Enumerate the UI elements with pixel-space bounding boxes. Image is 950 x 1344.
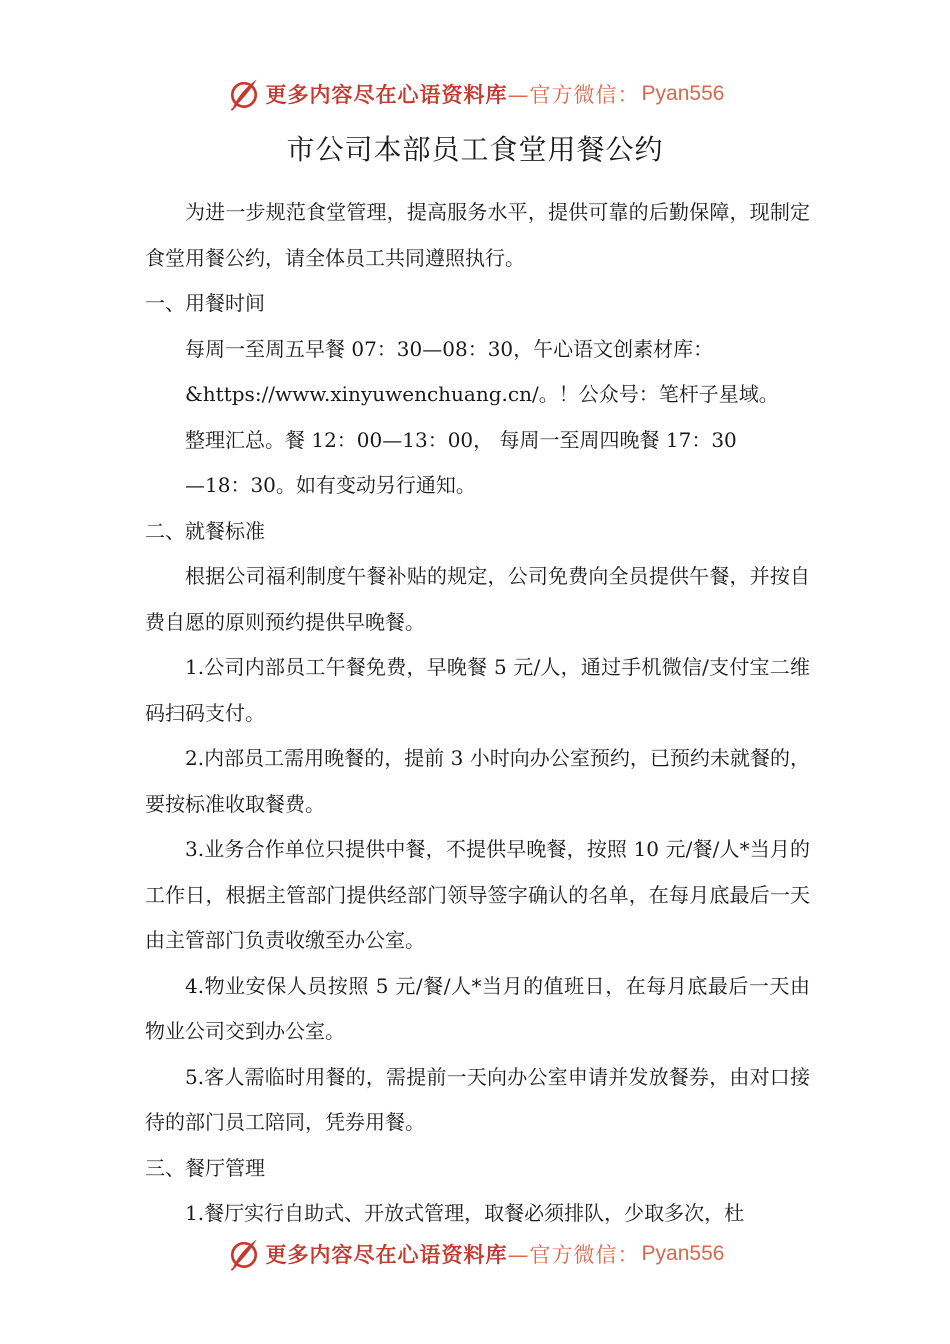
watermark-official-text: —官方微信： xyxy=(507,83,640,107)
dining-standard-intro: 根据公司福利制度午餐补贴的规定，公司免费向全员提供午餐，并按自费自愿的原则预约提供早晚餐。 xyxy=(145,564,810,634)
meal-time-line: &https://www.xinyuwenchuang.cn/。！公众号：笔杆子星域。 xyxy=(185,382,779,406)
dining-standard-item: 5.客人需临时用餐的，需提前一天向办公室申请并发放餐券，由对口接待的部门员工陪同，凭券用餐。 xyxy=(145,1064,810,1134)
watermark-wechat-id: Pyan556 xyxy=(641,82,725,105)
section-heading-restaurant-management: 三、餐厅管理 xyxy=(145,1155,265,1180)
meal-time-line: —18：30。如有变动另行通知。 xyxy=(185,473,476,497)
watermark-brand-text: 更多内容尽在心语资料库 xyxy=(265,1243,508,1267)
dining-standard-item: 4.物业安保人员按照 5 元/餐/人*当月的值班日，在每月底最后一天由物业公司交到办公室。 xyxy=(145,973,810,1043)
meal-time-line: 每周一至周五早餐 07：30—08：30，午心语文创素材库： xyxy=(185,336,714,361)
document-body xyxy=(145,190,810,1237)
watermark-banner-top xyxy=(0,72,950,116)
dining-standard-item: 2.内部员工需用晚餐的，提前 3 小时向办公室预约，已预约未就餐的，要按标准收取餐费。 xyxy=(145,746,810,816)
watermark-official-text: —官方微信： xyxy=(507,1243,640,1267)
document-title: 市公司本部员工食堂用餐公约 xyxy=(286,133,664,166)
dining-standard-item: 1.公司内部员工午餐免费，早晚餐 5 元/人，通过手机微信/支付宝二维码扫码支付。 xyxy=(145,655,810,725)
intro-paragraph: 为进一步规范食堂管理，提高服务水平，提供可靠的后勤保障，现制定食堂用餐公约，请全体员工共同遵照执行。 xyxy=(145,200,810,270)
quill-pen-logo-icon xyxy=(226,76,262,112)
watermark-banner-bottom xyxy=(0,1232,950,1276)
watermark-wechat-id: Pyan556 xyxy=(641,1242,725,1265)
watermark-brand-text: 更多内容尽在心语资料库 xyxy=(265,83,508,107)
restaurant-management-item: 1.餐厅实行自助式、开放式管理，取餐必须排队，少取多次，杜 xyxy=(185,1201,745,1225)
meal-time-line: 整理汇总。餐 12：00—13：00， 每周一至周四晚餐 17：30 xyxy=(185,427,737,452)
section-heading-meal-time: 一、用餐时间 xyxy=(145,291,265,315)
quill-pen-logo-icon xyxy=(226,1236,262,1272)
section-heading-dining-standard: 二、就餐标准 xyxy=(145,518,265,543)
dining-standard-item: 3.业务合作单位只提供中餐，不提供早晚餐，按照 10 元/餐/人*当月的工作日，根据主管部门提供经部门领导签字确认的名单，在每月底最后一天由主管部门负责收缴至办公室。 xyxy=(145,837,810,952)
